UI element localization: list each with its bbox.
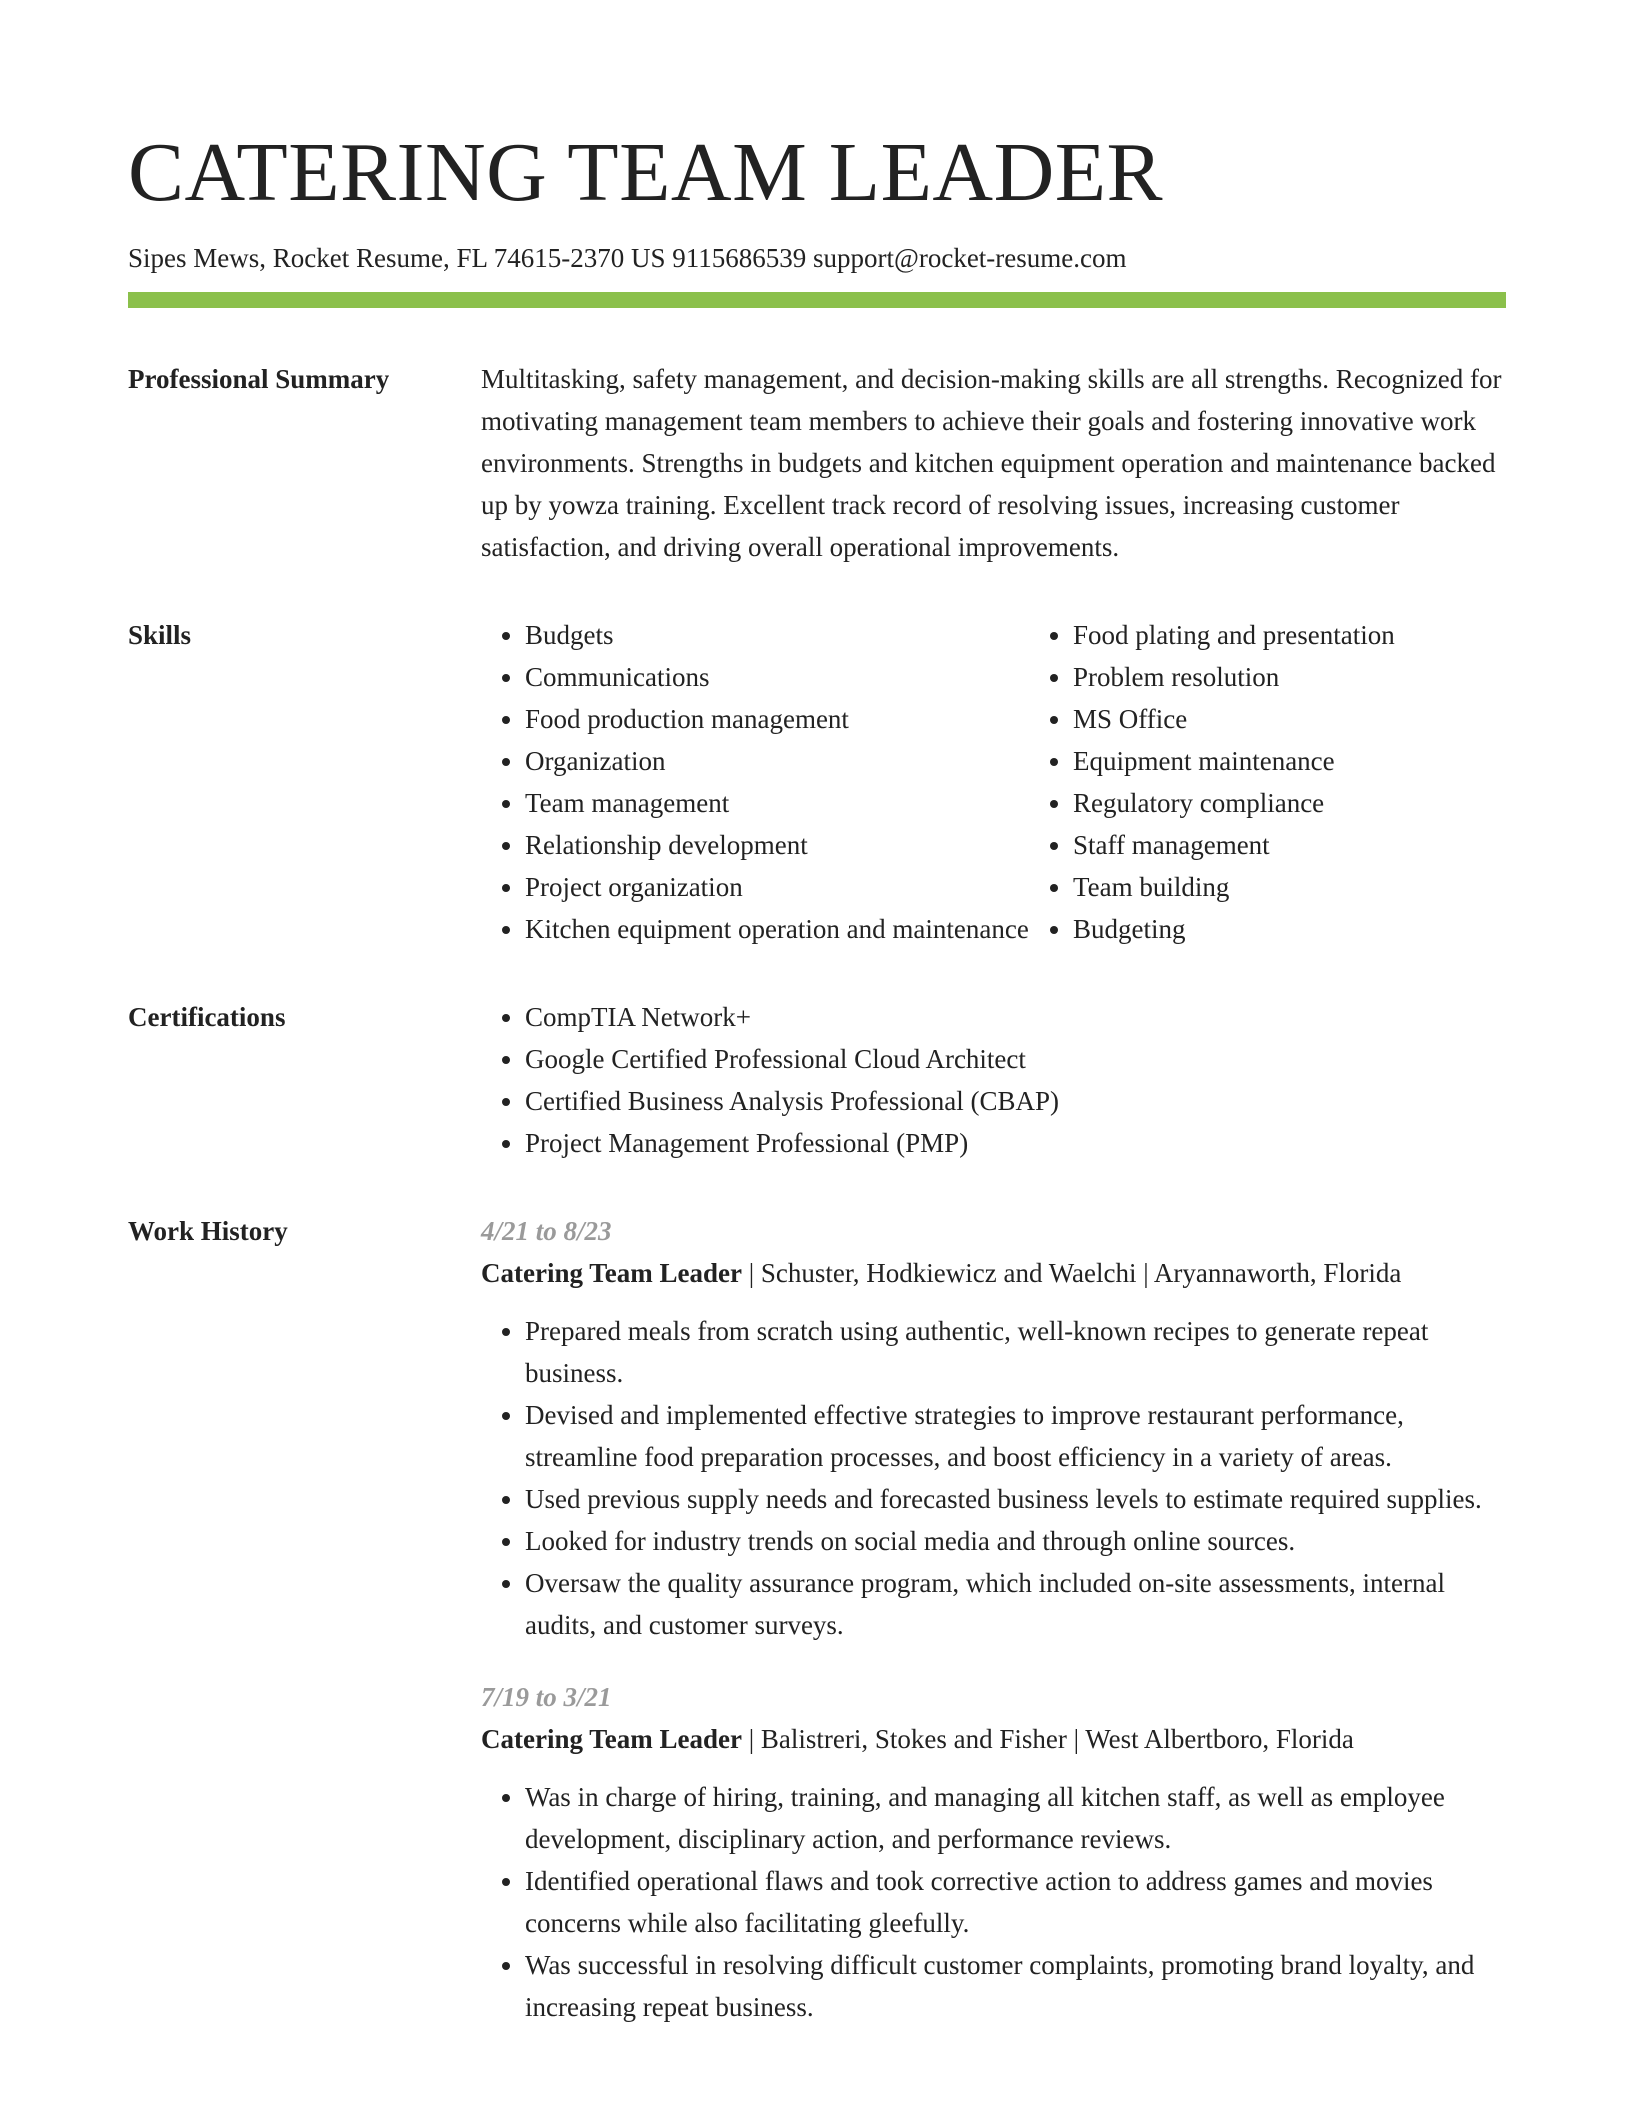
- skill-item: • Staff management: [1073, 824, 1506, 866]
- skill-item: • Problem resolution: [1073, 656, 1506, 698]
- certification-item: • CompTIA Network+: [525, 996, 1506, 1038]
- certification-item: • Project Management Professional (PMP): [525, 1122, 1506, 1164]
- job-title: Catering Team Leader: [481, 1258, 742, 1288]
- skill-item: • Communications: [525, 656, 1029, 698]
- skill-item: • Regulatory compliance: [1073, 782, 1506, 824]
- job-employer-location: | Schuster, Hodkiewicz and Waelchi | Aryannaworth, Florida: [741, 1258, 1402, 1288]
- job-duties-list: [481, 1776, 1506, 2028]
- job-dates: 4/21 to 8/23: [481, 1216, 612, 1246]
- skill-item: • Food plating and presentation: [1073, 614, 1506, 656]
- job-title: Catering Team Leader: [481, 1724, 742, 1754]
- job-duty: • Was in charge of hiring, training, and managing all kitchen staff, as well as employee development, disciplinary action, and performance reviews.: [525, 1776, 1506, 1860]
- certification-item: • Certified Business Analysis Professional (CBAP): [525, 1080, 1506, 1122]
- skill-item: • MS Office: [1073, 698, 1506, 740]
- certifications-section: [128, 996, 1506, 1164]
- job-duty: • Was successful in resolving difficult customer complaints, promoting brand loyalty, and increasing repeat business.: [525, 1944, 1506, 2028]
- contact-address: Sipes Mews, Rocket Resume, FL 74615-2370 US: [128, 243, 666, 273]
- certifications-list: [481, 996, 1506, 1164]
- skills-list-column-2: [1029, 614, 1506, 950]
- job-duty: • Prepared meals from scratch using authentic, well-known recipes to generate repeat business.: [525, 1310, 1506, 1394]
- work-history-section: [128, 1210, 1506, 2028]
- work-history-heading: Work History: [128, 1216, 288, 1246]
- skills-section: [128, 614, 1506, 950]
- job-heading: [481, 1252, 1506, 1294]
- job-duty: • Oversaw the quality assurance program, which included on-site assessments, internal audits, and customer surveys.: [525, 1562, 1506, 1646]
- job-heading: [481, 1718, 1506, 1760]
- summary-text: Multitasking, safety management, and decision-making skills are all strengths. Recognized for motivating management team members to achieve their goals and fostering innovative work environments. Strengths in budgets and kitchen equipment operation and maintenance backed up by yowza training. Excellent track record of resolving issues, increasing customer satisfaction, and driving overall operational improvements.: [481, 364, 1502, 562]
- skill-item: • Budgets: [525, 614, 1029, 656]
- skill-item: • Team management: [525, 782, 1029, 824]
- skills-heading: Skills: [128, 620, 192, 650]
- certification-item: • Google Certified Professional Cloud Architect: [525, 1038, 1506, 1080]
- contact-email: support@rocket-resume.com: [812, 243, 1127, 273]
- skill-item: • Project organization: [525, 866, 1029, 908]
- contact-line: [128, 240, 1506, 276]
- job-entry: [481, 1210, 1506, 1646]
- job-duty: • Devised and implemented effective strategies to improve restaurant performance, streamline food preparation processes, and boost efficiency in a variety of areas.: [525, 1394, 1506, 1478]
- skills-list-column-1: [481, 614, 1029, 950]
- job-entry: [481, 1676, 1506, 2028]
- summary-section: [128, 358, 1506, 568]
- skill-item: • Budgeting: [1073, 908, 1506, 950]
- skill-item: • Kitchen equipment operation and maintenance: [525, 908, 1029, 950]
- job-duty: • Used previous supply needs and forecasted business levels to estimate required supplies.: [525, 1478, 1506, 1520]
- job-duty: • Looked for industry trends on social media and through online sources.: [525, 1520, 1506, 1562]
- skill-item: • Organization: [525, 740, 1029, 782]
- contact-phone: 9115686539: [672, 243, 807, 273]
- job-duty: • Identified operational flaws and took corrective action to address games and movies concerns while also facilitating gleefully.: [525, 1860, 1506, 1944]
- skill-item: • Relationship development: [525, 824, 1029, 866]
- certifications-heading: Certifications: [128, 1002, 286, 1032]
- skill-item: • Food production management: [525, 698, 1029, 740]
- job-dates: 7/19 to 3/21: [481, 1682, 612, 1712]
- job-employer-location: | Balistreri, Stokes and Fisher | West Albertboro, Florida: [741, 1724, 1354, 1754]
- job-duties-list: [481, 1310, 1506, 1646]
- header-divider: [128, 292, 1506, 308]
- skill-item: • Equipment maintenance: [1073, 740, 1506, 782]
- summary-heading: Professional Summary: [128, 364, 390, 394]
- candidate-name: CATERING TEAM LEADER: [128, 126, 1164, 219]
- resume-page: [128, 118, 1506, 2028]
- skill-item: • Team building: [1073, 866, 1506, 908]
